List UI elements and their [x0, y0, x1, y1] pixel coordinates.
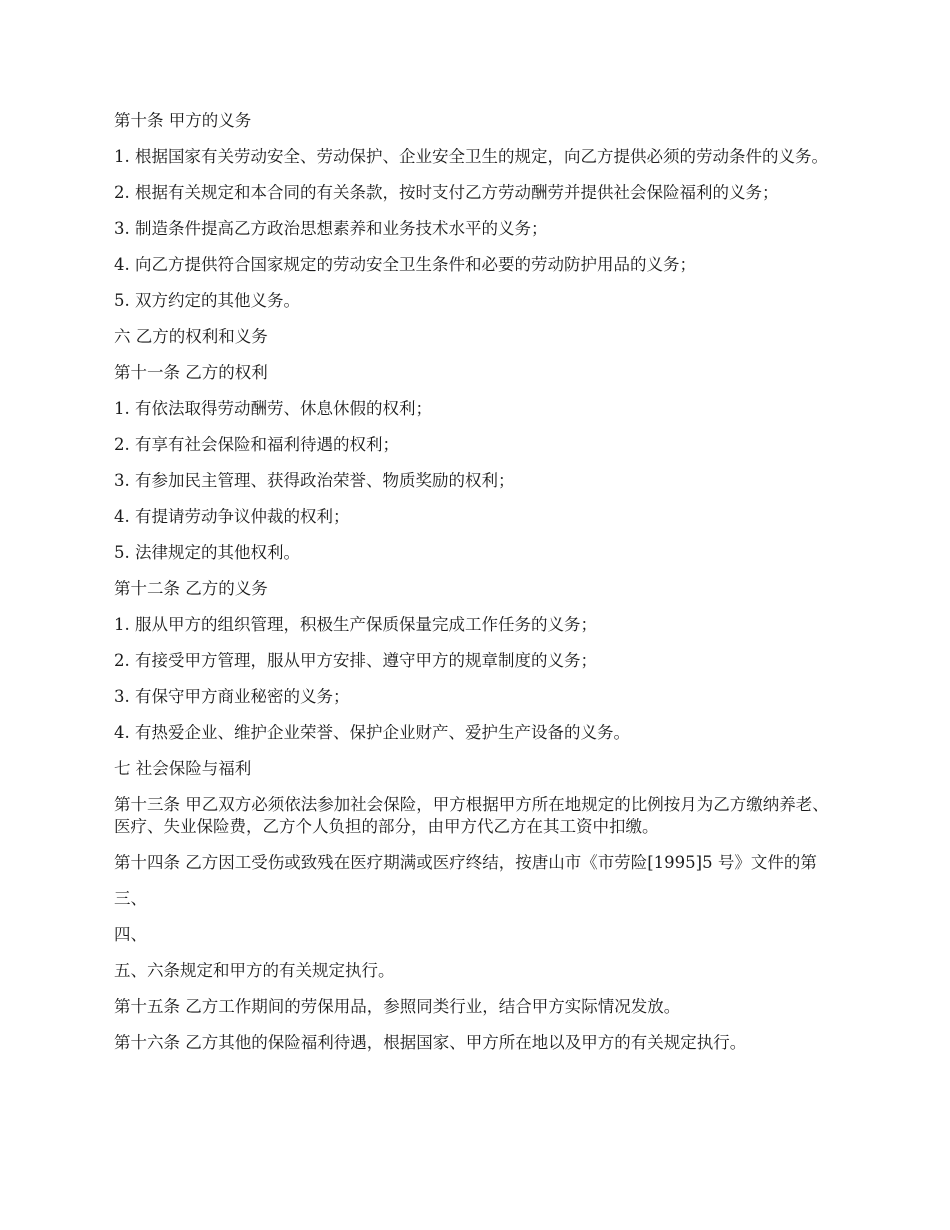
article-10-item-1: 1. 根据国家有关劳动安全、劳动保护、企业安全卫生的规定，向乙方提供必须的劳动条件的义务。 — [114, 147, 828, 166]
article-12-item-3: 3. 有保守甲方商业秘密的义务； — [114, 687, 350, 706]
section-7-heading: 七 社会保险与福利 — [114, 759, 252, 778]
article-10-heading: 第十条 甲方的义务 — [114, 111, 252, 130]
article-11-heading: 第十一条 乙方的权利 — [114, 363, 268, 382]
document-body — [114, 110, 834, 1068]
article-16-text: 第十六条 乙方其他的保险福利待遇，根据国家、甲方所在地以及甲方的有关规定执行。 — [114, 1033, 747, 1052]
article-11-item-4: 4. 有提请劳动争议仲裁的权利； — [114, 507, 350, 526]
article-11-item-5: 5. 法律规定的其他权利。 — [114, 543, 300, 562]
article-11-item-3: 3. 有参加民主管理、获得政治荣誉、物质奖励的权利； — [114, 471, 515, 490]
article-14-text: 第十四条 乙方因工受伤或致残在医疗期满或医疗终结，按唐山市《市劳险[1995]5 号》文件的第 — [114, 853, 817, 872]
article-14-fragment-3: 三、 — [114, 889, 147, 908]
article-11-item-2: 2. 有享有社会保险和福利待遇的权利； — [114, 435, 399, 454]
article-12-item-1: 1. 服从甲方的组织管理，积极生产保质保量完成工作任务的义务； — [114, 615, 597, 634]
article-10-item-3: 3. 制造条件提高乙方政治思想素养和业务技术水平的义务； — [114, 219, 548, 238]
article-11-item-1: 1. 有依法取得劳动酬劳、休息休假的权利； — [114, 399, 432, 418]
article-15-text: 第十五条 乙方工作期间的劳保用品，参照同类行业，结合甲方实际情况发放。 — [114, 997, 681, 1016]
article-10-item-4: 4. 向乙方提供符合国家规定的劳动安全卫生条件和必要的劳动防护用品的义务； — [114, 255, 696, 274]
article-13-text: 第十三条 甲乙双方必须依法参加社会保险，甲方根据甲方所在地规定的比例按月为乙方缴纳养老、医疗、失业保险费，乙方个人负担的部分，由甲方代乙方在其工资中扣缴。 — [114, 795, 829, 836]
article-10-item-2: 2. 根据有关规定和本合同的有关条款，按时支付乙方劳动酬劳并提供社会保险福利的义务； — [114, 183, 779, 202]
article-12-item-4: 4. 有热爱企业、维护企业荣誉、保护企业财产、爱护生产设备的义务。 — [114, 723, 630, 742]
article-14-fragment-4: 四、 — [114, 925, 147, 944]
article-12-heading: 第十二条 乙方的义务 — [114, 579, 268, 598]
article-12-item-2: 2. 有接受甲方管理，服从甲方安排、遵守甲方的规章制度的义务； — [114, 651, 597, 670]
section-6-heading: 六 乙方的权利和义务 — [114, 327, 268, 346]
article-10-item-5: 5. 双方约定的其他义务。 — [114, 291, 300, 310]
article-14-fragment-5-6: 五、六条规定和甲方的有关规定执行。 — [114, 961, 395, 980]
